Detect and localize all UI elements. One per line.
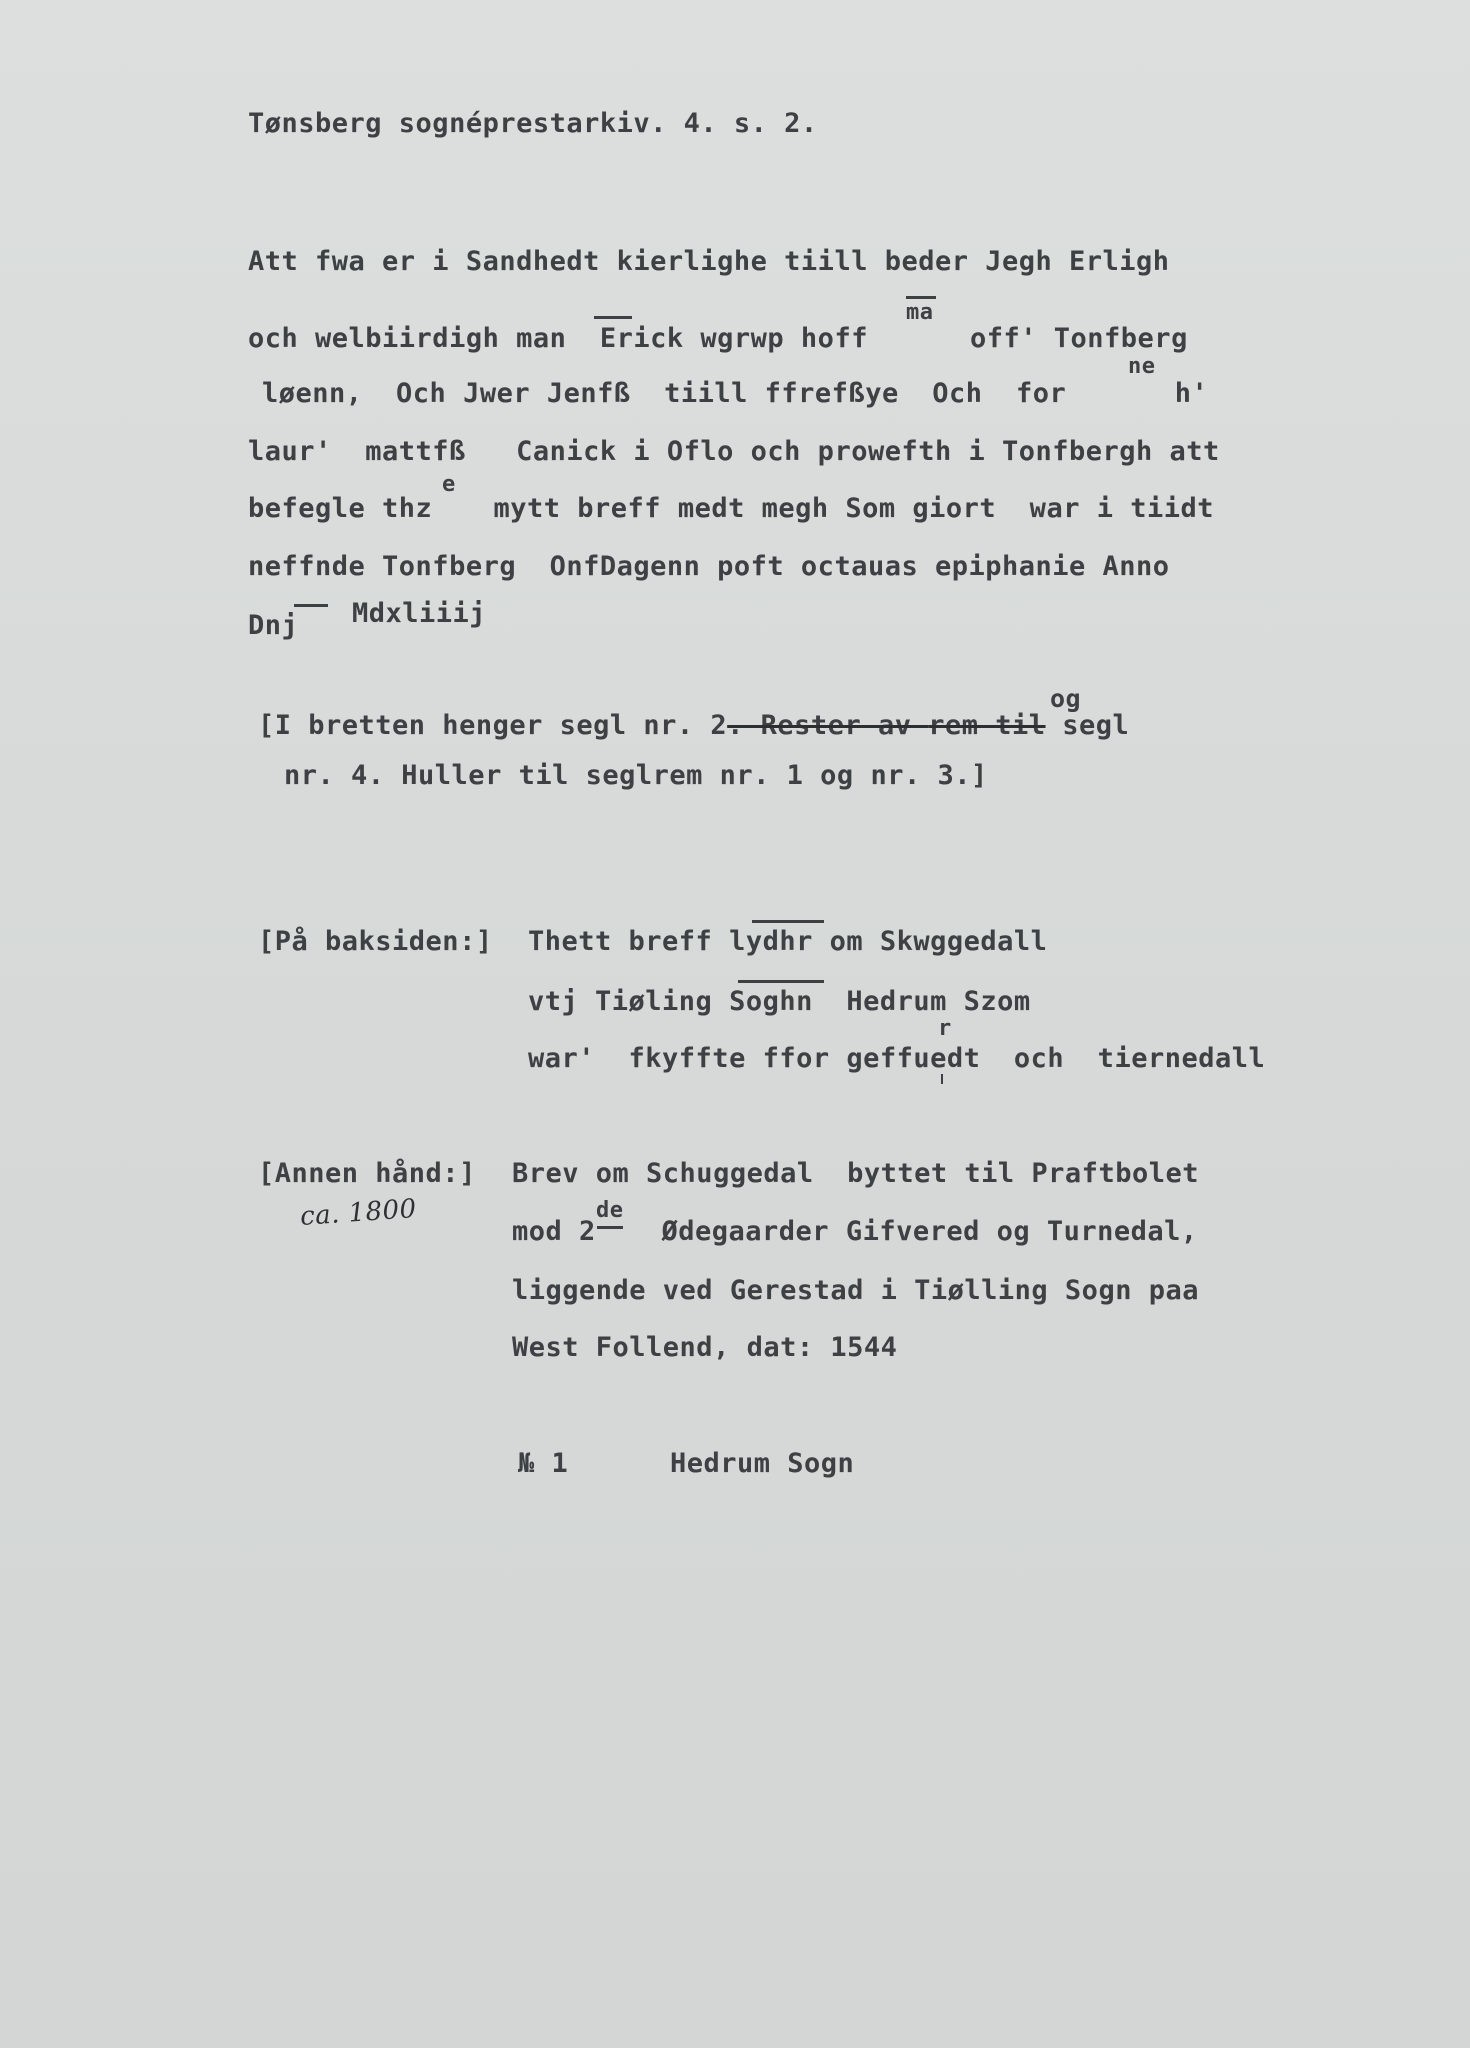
back-line-3-superscript: r [938,1016,952,1041]
other-line-2a: mod 2 [512,1216,596,1247]
abbreviation-bar [738,980,824,983]
other-line-2b: Ødegaarder Gifvered og Turnedal, [628,1216,1198,1247]
letter-line-2-superscript: ma [906,300,934,325]
other-line-2-superscript: de [596,1198,624,1223]
other-line-3: liggende ved Gerestad i Tiølling Sogn paa [512,1275,1199,1306]
letter-line-2b: off' Tonfberg [970,323,1188,354]
archive-header: Tønsberg sognéprestarkiv. 4. s. 2. [248,108,818,139]
seal-note-line-2: nr. 4. Huller til seglrem nr. 1 og nr. 3.] [284,760,988,791]
inserted-word: og [1050,684,1082,713]
handwritten-date-note: ca. 1800 [299,1193,418,1233]
parish-name: Hedrum Sogn [670,1448,855,1479]
letter-line-3b: h' [1158,378,1209,409]
letter-line-6: neffnde Tonfberg OnfDagenn poft octauas epiphanie Anno [248,551,1170,582]
other-hand-label: [Annen hånd:] [258,1158,476,1189]
seal-note-line-1 [258,712,1129,739]
back-label: [På baksiden:] [258,926,493,957]
letter-line-3a: løenn, Och Jwer Jenfß tiill ffrefßye Och for [262,378,1067,409]
insertion-mark [941,1074,943,1084]
abbreviation-bar [294,604,328,607]
letter-line-7b: Mdxliiij [352,598,487,629]
item-number: № 1 [518,1448,569,1479]
back-line-2: vtj Tiøling Soghn Hedrum Szom [528,986,1031,1017]
abbreviation-bar [752,920,824,923]
abbreviation-bar [906,296,936,299]
abbreviation-bar [594,316,632,319]
letter-line-2a: och welbiirdigh man Erick wgrwp hoff [248,323,868,354]
back-line-3: war' fkyffte ffor geffuedt och tiernedall [528,1043,1266,1074]
letter-line-5a: befegle thz [248,493,433,524]
superscript-underline [597,1226,623,1229]
letter-line-1: Att fwa er i Sandhedt kierlighe tiill beder Jegh Erligh [248,246,1170,277]
struck-text: . Rester av [727,710,929,741]
seal-note-text-end: segl [1045,710,1130,741]
letter-line-5-superscript: e [442,472,456,497]
letter-line-4: laur' mattfß Canick i Oflo och prowefth i Tonfbergh att [248,436,1220,467]
other-line-1: Brev om Schuggedal byttet til Praftbolet [512,1158,1199,1189]
letter-line-5b: mytt breff medt megh Som giort war i tiidt [460,493,1214,524]
seal-note-text: [I bretten henger segl nr. 2 [258,710,728,741]
other-line-4: West Follend, dat: 1544 [512,1332,898,1363]
back-line-1: Thett breff lydhr om Skwggedall [528,926,1048,957]
struck-text-2: rem til [928,710,1046,741]
letter-line-3-superscript: ne [1128,354,1156,379]
letter-line-7a: Dnj [248,610,299,641]
